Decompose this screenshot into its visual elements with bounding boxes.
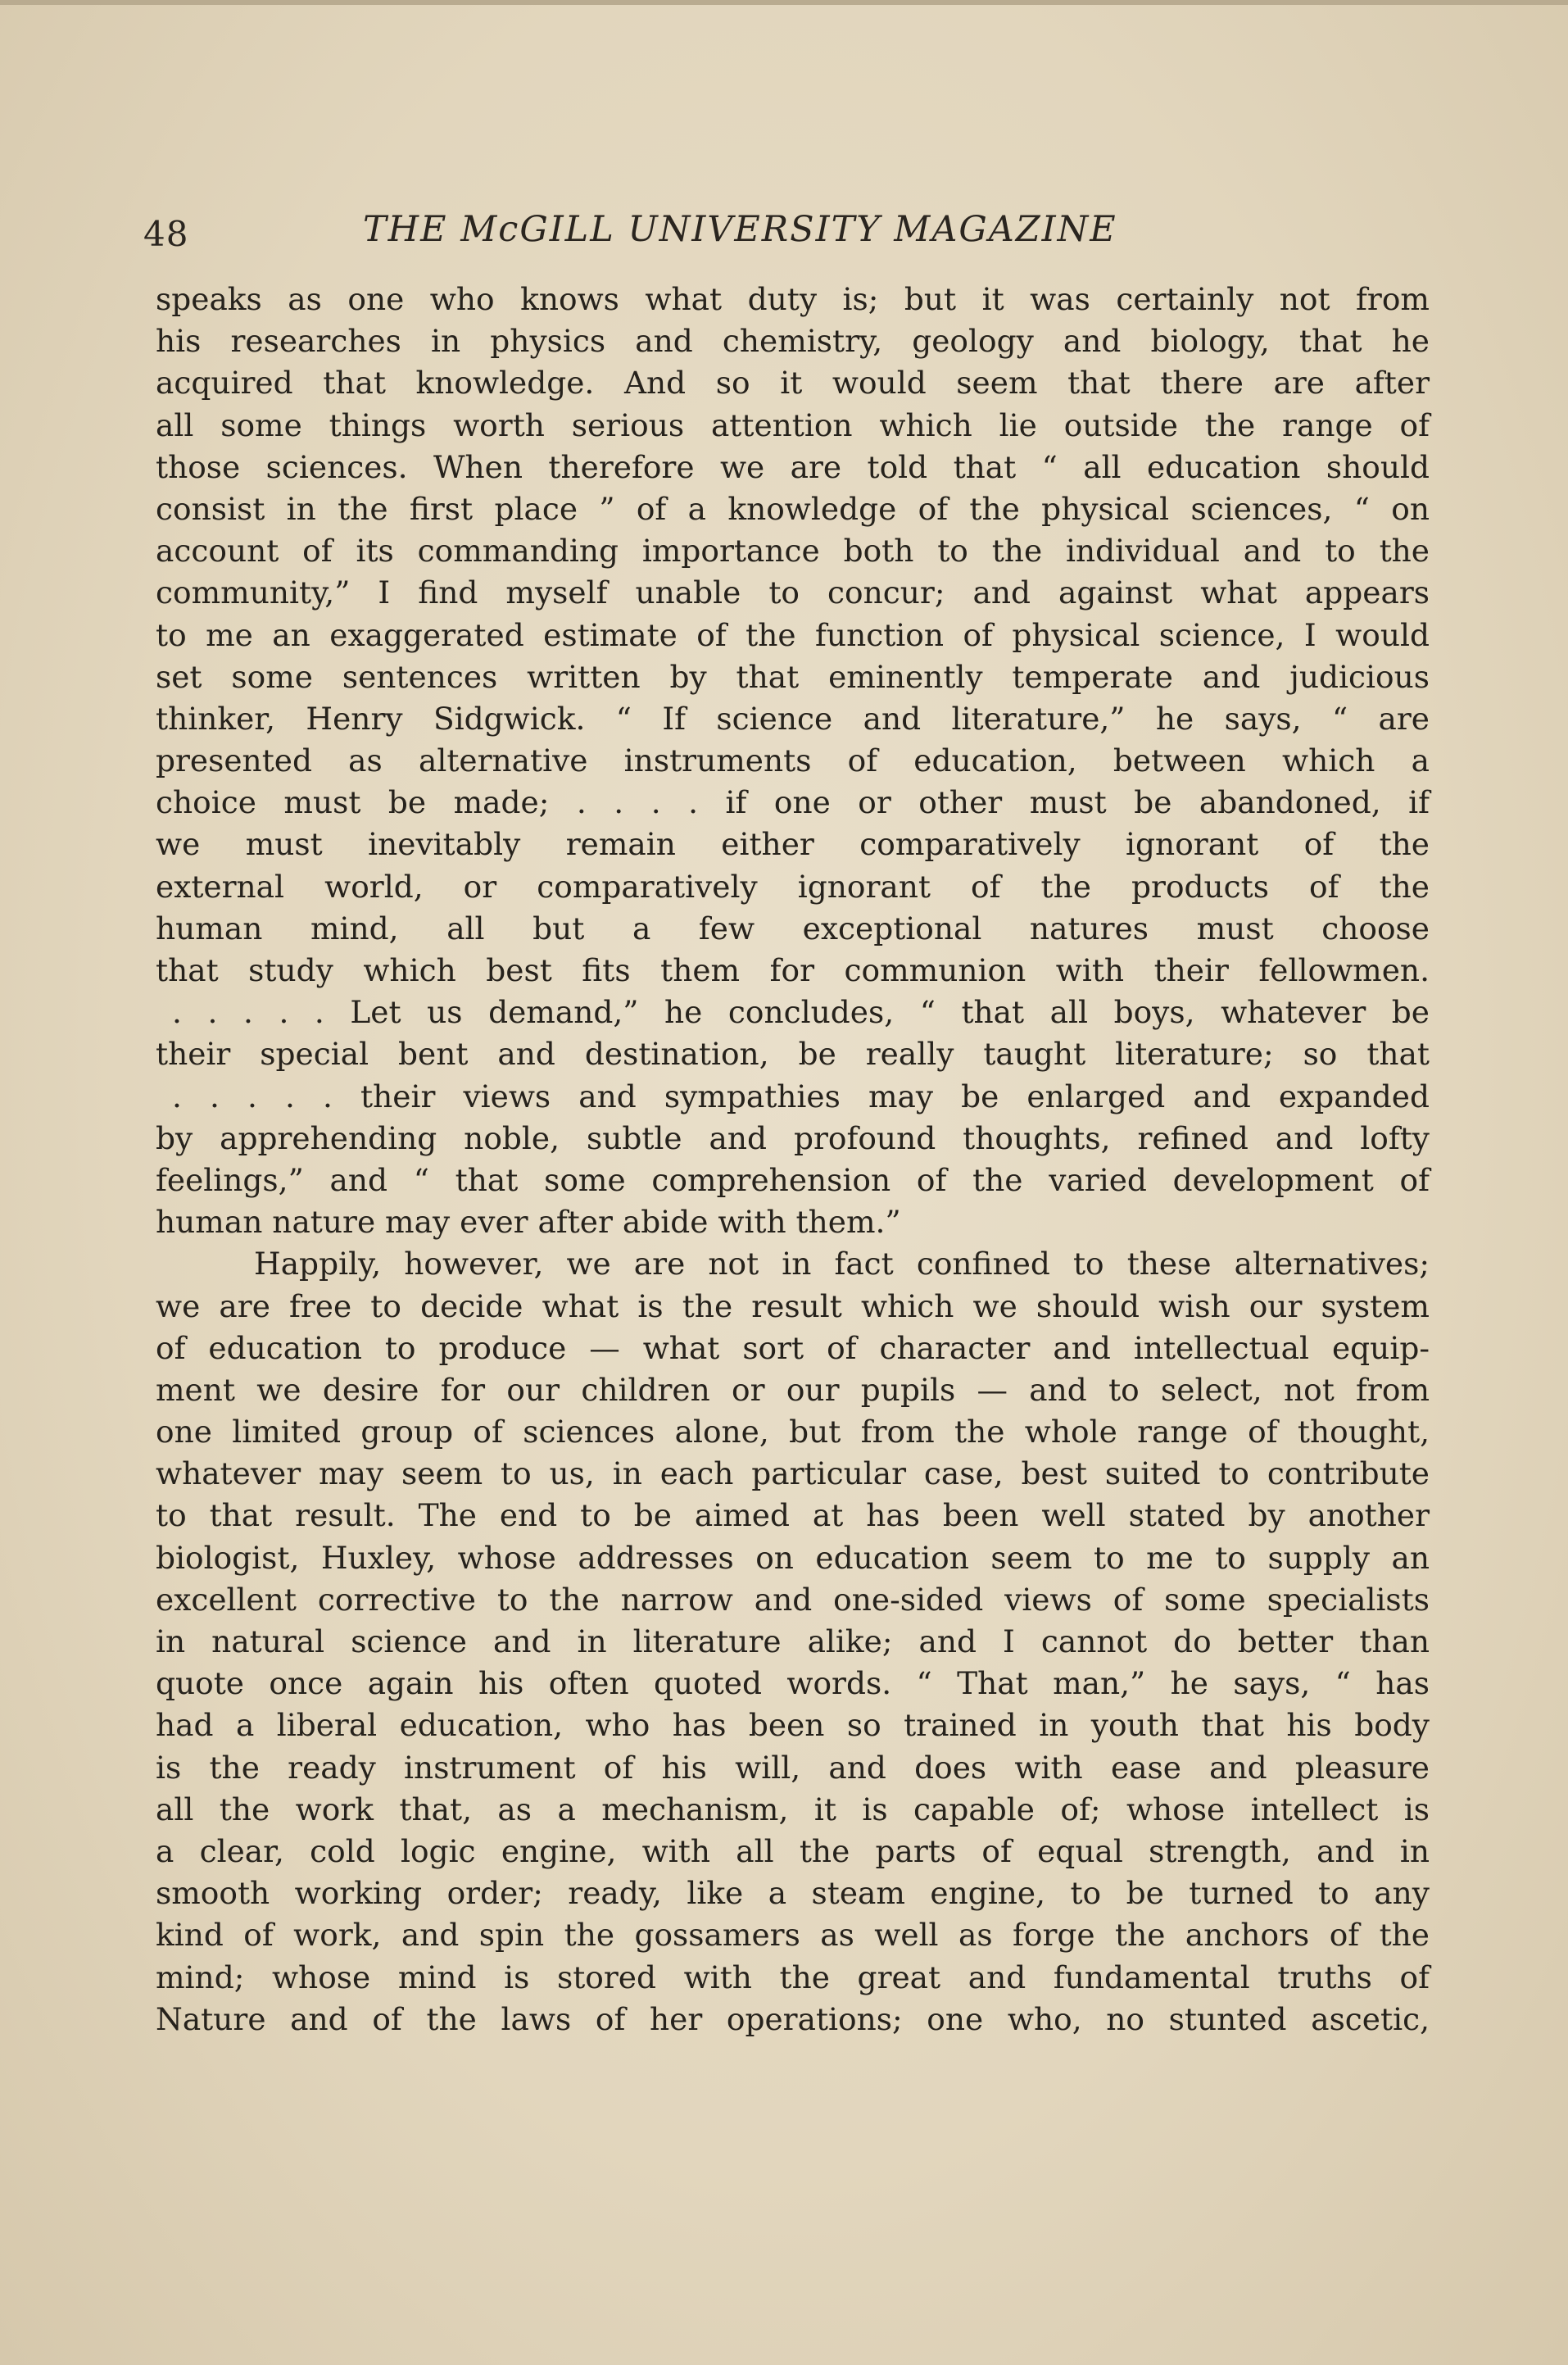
text-line: smooth working order; ready, like a steam engine, to be turned to any — [156, 1875, 1430, 1912]
text-line: whatever may seem to us, in each particular case, best suited to contribute — [156, 1455, 1430, 1492]
text-line: community,” I find myself unable to concur; and against what appears — [156, 574, 1430, 611]
text-line: had a liberal education, who has been so trained in youth that his body — [156, 1707, 1430, 1744]
text-line: quote once again his often quoted words. “ That man,” he says, “ has — [156, 1665, 1430, 1702]
text-line: all the work that, as a mechanism, it is capable of; whose intellect is — [156, 1791, 1430, 1827]
text-line: feelings,” and “ that some comprehension of the varied development of — [156, 1161, 1430, 1198]
running-header — [143, 201, 1143, 258]
text-line: his researches in physics and chemistry, geology and biology, that he — [156, 323, 1430, 360]
text-line: thinker, Henry Sidgwick. “ If science and literature,” he says, “ are — [156, 700, 1430, 737]
text-line: of education to produce — what sort of character and intellectual equip- — [156, 1329, 1430, 1366]
text-line: to that result. The end to be aimed at has been well stated by another — [156, 1497, 1430, 1534]
text-line: one limited group of sciences alone, but from the whole range of thought, — [156, 1414, 1430, 1450]
text-line: mind; whose mind is stored with the great and fundamental truths of — [156, 1959, 1430, 1995]
text-line: consist in the first place ” of a knowledge of the physical sciences, “ on — [156, 490, 1430, 527]
page-number: 48 — [143, 214, 189, 254]
text-line: a clear, cold logic engine, with all the parts of equal strength, and in — [156, 1832, 1430, 1869]
text-line: we are free to decide what is the result which we should wish our system — [156, 1287, 1430, 1324]
text-line: kind of work, and spin the gossamers as well as forge the anchors of the — [156, 1917, 1430, 1954]
text-line: speaks as one who knows what duty is; but it was certainly not from — [156, 281, 1430, 317]
text-line: ment we desire for our children or our pupils — and to select, not from — [156, 1371, 1430, 1408]
text-line: account of its commanding importance both to the individual and to the — [156, 533, 1430, 570]
text-line: choice must be made; . . . . if one or other must be abandoned, if — [156, 784, 1430, 821]
text-line: to me an exaggerated estimate of the function of physical science, I would — [156, 616, 1430, 653]
paragraph-end-line: human nature may ever after abide with them.” — [156, 1204, 901, 1241]
text-line: Nature and of the laws of her operations; one who, no stunted ascetic, — [156, 2000, 1430, 2037]
paragraph-start-line: Happily, however, we are not in fact confined to these alternatives; — [254, 1246, 1430, 1282]
text-line: their special bent and destination, be really taught literature; so that — [156, 1036, 1430, 1073]
text-line: . . . . . Let us demand,” he concludes, “ that all boys, whatever be — [172, 994, 1430, 1031]
text-line: all some things worth serious attention which lie outside the range of — [156, 406, 1430, 443]
text-line: set some sentences written by that eminently temperate and judicious — [156, 658, 1430, 695]
text-line: human mind, all but a few exceptional natures must choose — [156, 910, 1430, 946]
text-line: presented as alternative instruments of education, between which a — [156, 742, 1430, 779]
text-line: excellent corrective to the narrow and one-sided views of some specialists — [156, 1581, 1430, 1618]
body-text — [156, 279, 1430, 2040]
text-line: external world, or comparatively ignorant of the products of the — [156, 868, 1430, 905]
text-line: is the ready instrument of his will, and does with ease and pleasure — [156, 1749, 1430, 1786]
text-line: in natural science and in literature alike; and I cannot do better than — [156, 1623, 1430, 1659]
text-line: that study which best fits them for communion with their fellowmen. — [156, 952, 1430, 988]
text-line: those sciences. When therefore we are told that “ all education should — [156, 448, 1430, 485]
text-line: . . . . . their views and sympathies may be enlarged and expanded — [172, 1078, 1430, 1114]
text-line: biologist, Huxley, whose addresses on education seem to me to supply an — [156, 1539, 1430, 1576]
running-title: THE McGILL UNIVERSITY MAGAZINE — [363, 209, 1117, 250]
page-top-edge — [0, 0, 1568, 5]
text-line: acquired that knowledge. And so it would seem that there are after — [156, 365, 1430, 402]
text-line: we must inevitably remain either comparatively ignorant of the — [156, 826, 1430, 863]
text-line: by apprehending noble, subtle and profound thoughts, refined and lofty — [156, 1119, 1430, 1156]
